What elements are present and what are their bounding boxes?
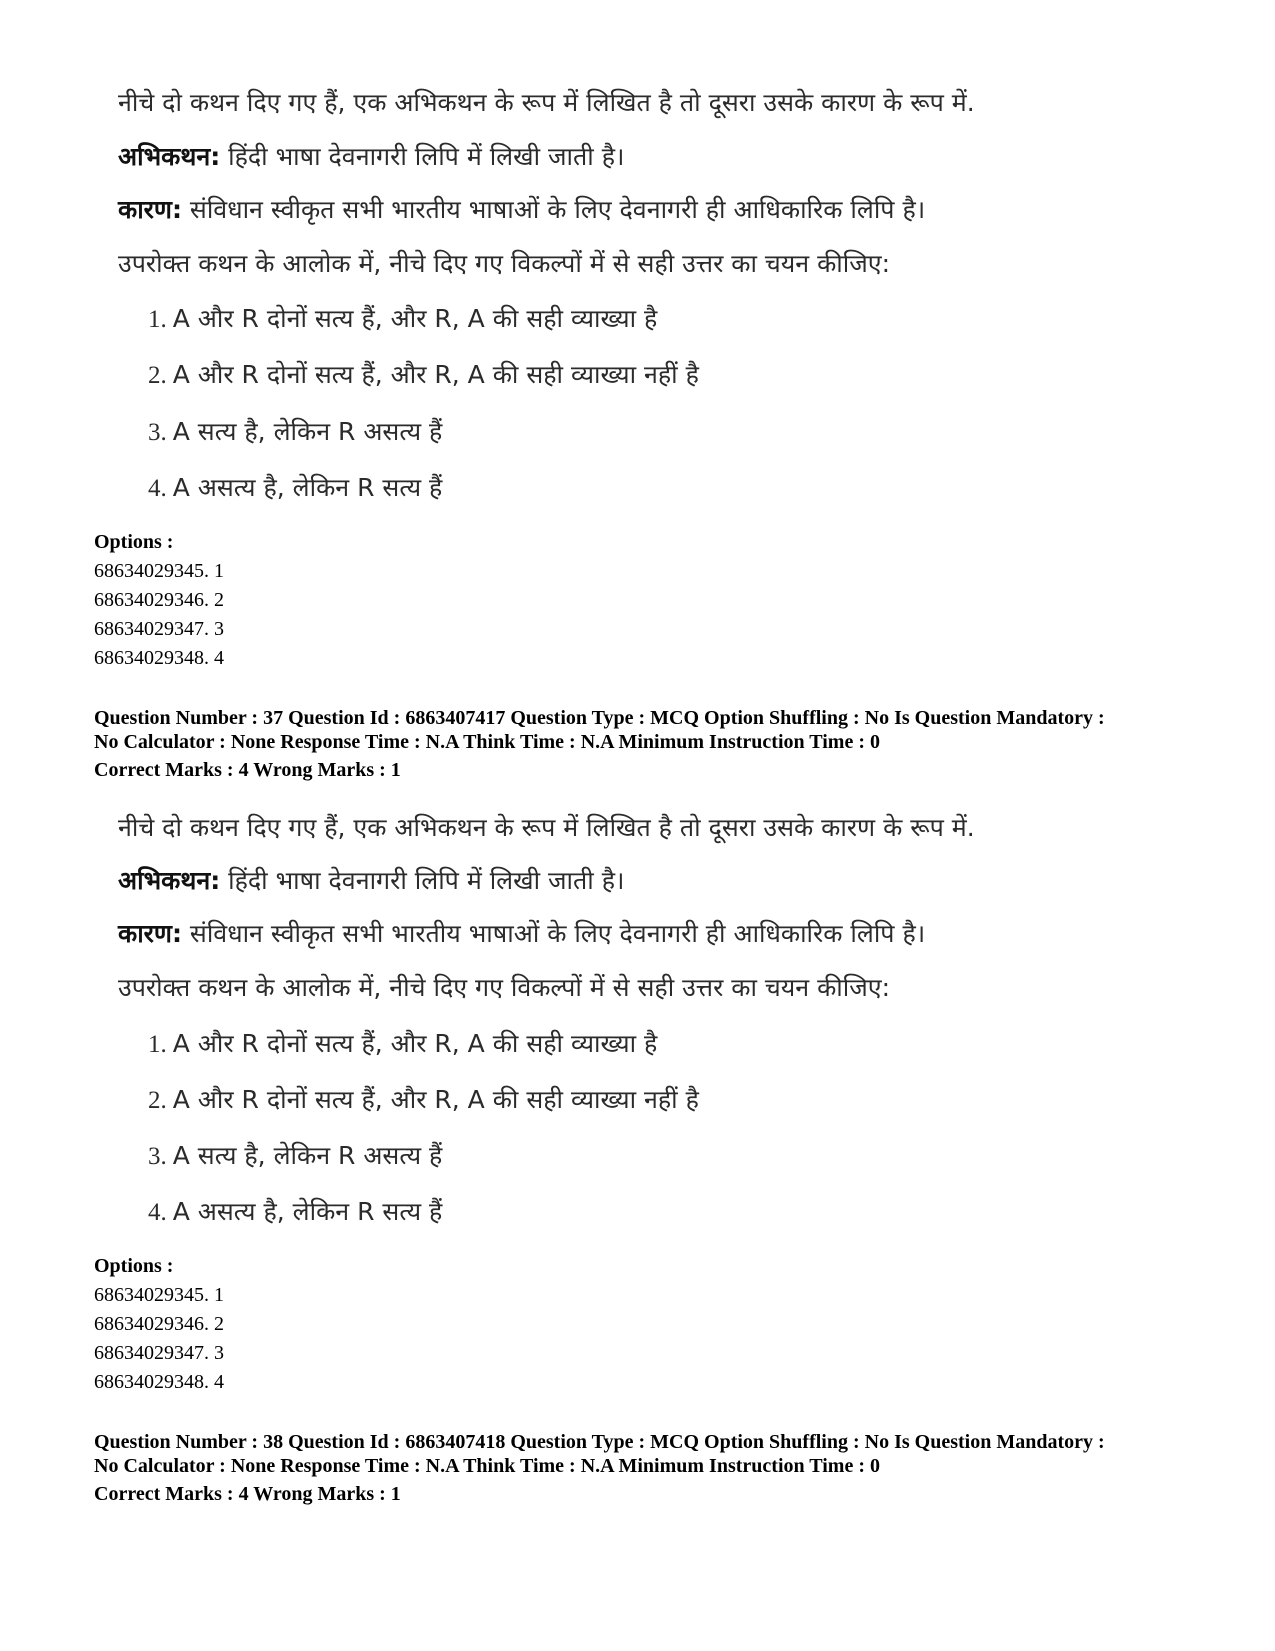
instruction-line: उपरोक्त कथन के आलोक में, नीचे दिए गए विकल्पों में से सही उत्तर का चयन कीजिए: bbox=[118, 249, 891, 278]
choice-item: 3. A सत्य है, लेकिन R असत्य हैं bbox=[148, 417, 443, 446]
options-list bbox=[94, 1252, 224, 1397]
choice-item: 4. A असत्य है, लेकिन R सत्य हैं bbox=[148, 473, 443, 502]
option-row: 68634029346. 2 bbox=[94, 589, 224, 611]
question-intro: नीचे दो कथन दिए गए हैं, एक अभिकथन के रूप में लिखित है तो दूसरा उसके कारण के रूप में. bbox=[118, 88, 975, 117]
assertion-line bbox=[118, 864, 624, 898]
option-row: 68634029347. 3 bbox=[94, 618, 224, 640]
meta-line: No Calculator : None Response Time : N.A Think Time : N.A Minimum Instruction Time : 0 bbox=[94, 731, 880, 753]
assertion-label: अभिकथन: bbox=[118, 866, 221, 895]
marks-line: Correct Marks : 4 Wrong Marks : 1 bbox=[94, 759, 401, 781]
options-title: Options : bbox=[94, 531, 174, 553]
reason-line bbox=[118, 917, 925, 951]
option-row: 68634029348. 4 bbox=[94, 647, 224, 669]
assertion-line bbox=[118, 140, 624, 174]
choice-item: 2. A और R दोनों सत्य हैं, और R, A की सही व्याख्या नहीं है bbox=[148, 360, 699, 389]
choice-item: 3. A सत्य है, लेकिन R असत्य हैं bbox=[148, 1141, 443, 1170]
choice-item: 1. A और R दोनों सत्य हैं, और R, A की सही व्याख्या है bbox=[148, 304, 658, 333]
reason-label: कारण: bbox=[118, 919, 182, 948]
marks-line: Correct Marks : 4 Wrong Marks : 1 bbox=[94, 1483, 401, 1505]
choice-item: 4. A असत्य है, लेकिन R सत्य हैं bbox=[148, 1197, 443, 1226]
reason-line bbox=[118, 193, 925, 227]
option-row: 68634029348. 4 bbox=[94, 1371, 224, 1393]
option-row: 68634029345. 1 bbox=[94, 560, 224, 582]
assertion-label: अभिकथन: bbox=[118, 142, 221, 171]
instruction-line: उपरोक्त कथन के आलोक में, नीचे दिए गए विकल्पों में से सही उत्तर का चयन कीजिए: bbox=[118, 973, 891, 1002]
assertion-text: हिंदी भाषा देवनागरी लिपि में लिखी जाती है। bbox=[220, 142, 625, 171]
option-row: 68634029347. 3 bbox=[94, 1342, 224, 1364]
choice-item: 1. A और R दोनों सत्य हैं, और R, A की सही व्याख्या है bbox=[148, 1029, 658, 1058]
reason-text: संविधान स्वीकृत सभी भारतीय भाषाओं के लिए देवनागरी ही आधिकारिक लिपि है। bbox=[181, 195, 926, 224]
question-37-meta bbox=[94, 706, 1214, 782]
assertion-text: हिंदी भाषा देवनागरी लिपि में लिखी जाती है। bbox=[220, 866, 625, 895]
option-row: 68634029345. 1 bbox=[94, 1284, 224, 1306]
reason-label: कारण: bbox=[118, 195, 182, 224]
choice-item: 2. A और R दोनों सत्य हैं, और R, A की सही व्याख्या नहीं है bbox=[148, 1085, 699, 1114]
question-intro: नीचे दो कथन दिए गए हैं, एक अभिकथन के रूप में लिखित है तो दूसरा उसके कारण के रूप में. bbox=[118, 813, 975, 842]
meta-line: Question Number : 38 Question Id : 6863407418 Question Type : MCQ Option Shuffling : No Is Question Mandatory : bbox=[94, 1431, 1105, 1453]
meta-line: No Calculator : None Response Time : N.A Think Time : N.A Minimum Instruction Time : 0 bbox=[94, 1455, 880, 1477]
question-38-meta bbox=[94, 1430, 1214, 1506]
options-title: Options : bbox=[94, 1255, 174, 1277]
option-row: 68634029346. 2 bbox=[94, 1313, 224, 1335]
reason-text: संविधान स्वीकृत सभी भारतीय भाषाओं के लिए देवनागरी ही आधिकारिक लिपि है। bbox=[181, 919, 926, 948]
options-list bbox=[94, 528, 224, 673]
meta-line: Question Number : 37 Question Id : 6863407417 Question Type : MCQ Option Shuffling : No Is Question Mandatory : bbox=[94, 707, 1105, 729]
